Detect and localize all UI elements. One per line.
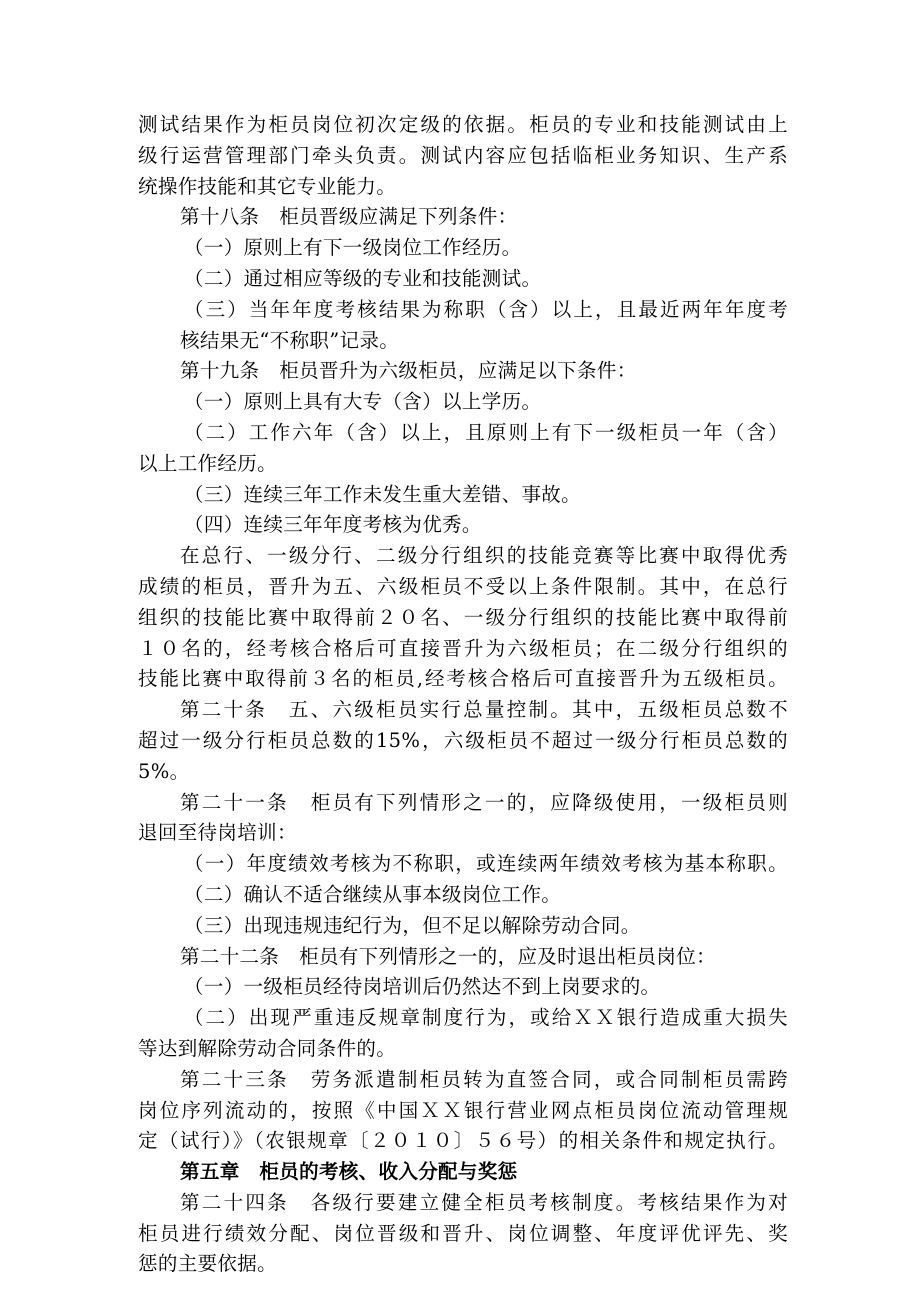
paragraph-line: 成绩的柜员，晋升为五、六级柜员不受以上条件限制。其中，在总行 (138, 574, 788, 598)
article-heading-23: 第二十三条 劳务派遣制柜员转为直签合同，或合同制柜员需跨 (180, 1067, 788, 1091)
list-item: （一）一级柜员经待岗培训后仍然达不到上岗要求的。 (184, 975, 661, 999)
text-line: 统操作技能和其它专业能力。 (138, 174, 397, 198)
article-heading-20: 第二十条 五、六级柜员实行总量控制。其中，五级柜员总数不 (180, 698, 788, 722)
list-item: （三）当年年度考核结果为称职（含）以上，且最近两年年度考 (184, 297, 788, 321)
list-item: （一）原则上具有大专（含）以上学历。 (184, 390, 542, 414)
list-item: （三）出现违规违纪行为，但不足以解除劳动合同。 (184, 913, 641, 937)
chapter-heading: 第五章 柜员的考核、收入分配与奖惩 (180, 1160, 518, 1184)
paragraph-line: 在总行、一级分行、二级分行组织的技能竞赛等比赛中取得优秀 (180, 544, 788, 568)
list-item: （二）确认不适合继续从事本级岗位工作。 (184, 882, 562, 906)
paragraph-line: 5%。 (138, 759, 190, 783)
paragraph-line: 组织的技能比赛中取得前２０名、一级分行组织的技能比赛中取得前 (138, 605, 788, 629)
paragraph-line: 退回至待岗培训： (138, 821, 297, 845)
text-line: 核结果无“不称职”记录。 (180, 328, 400, 352)
text-line: 级行运营管理部门牵头负责。测试内容应包括临柜业务知识、生产系 (138, 143, 788, 167)
paragraph-line: １０名的，经考核合格后可直接晋升为六级柜员；在二级分行组织的 (138, 636, 788, 660)
article-heading-21: 第二十一条 柜员有下列情形之一的，应降级使用，一级柜员则 (180, 790, 788, 814)
paragraph-line: 岗位序列流动的，按照《中国ＸＸ银行营业网点柜员岗位流动管理规 (138, 1098, 788, 1122)
list-item: （二）工作六年（含）以上，且原则上有下一级柜员一年（含） (184, 420, 788, 444)
paragraph-line: 柜员进行绩效分配、岗位晋级和晋升、岗位调整、年度评优评先、奖 (138, 1221, 788, 1245)
paragraph-line: 等达到解除劳动合同条件的。 (138, 1036, 397, 1060)
list-item: （二）通过相应等级的专业和技能测试。 (184, 266, 542, 290)
paragraph-line: 超过一级分行柜员总数的15%，六级柜员不超过一级分行柜员总数的 (138, 728, 788, 752)
article-heading-22: 第二十二条 柜员有下列情形之一的，应及时退出柜员岗位： (180, 944, 716, 968)
list-item: （一）年度绩效考核为不称职，或连续两年绩效考核为基本称职。 (184, 852, 788, 876)
list-item: （一）原则上有下一级岗位工作经历。 (184, 236, 522, 260)
paragraph-line: 技能比赛中取得前３名的柜员,经考核合格后可直接晋升为五级柜员。 (138, 667, 788, 691)
list-item: （二）出现严重违反规章制度行为，或给ＸＸ银行造成重大损失 (184, 1006, 788, 1030)
paragraph-line: 定（试行）》（农银规章〔２０１０〕５６号）的相关条件和规定执行。 (138, 1129, 788, 1153)
paragraph-line: 惩的主要依据。 (138, 1252, 277, 1276)
list-item: （三）连续三年工作未发生重大差错、事故。 (184, 482, 582, 506)
article-heading-18: 第十八条 柜员晋级应满足下列条件： (180, 205, 518, 229)
text-line: 以上工作经历。 (138, 451, 277, 475)
article-heading-19: 第十九条 柜员晋升为六级柜员，应满足以下条件： (180, 359, 637, 383)
list-item: （四）连续三年年度考核为优秀。 (184, 513, 482, 537)
article-heading-24: 第二十四条 各级行要建立健全柜员考核制度。考核结果作为对 (180, 1190, 788, 1214)
document-page (138, 110, 788, 1280)
text-line: 测试结果作为柜员岗位初次定级的依据。柜员的专业和技能测试由上 (138, 113, 788, 136)
